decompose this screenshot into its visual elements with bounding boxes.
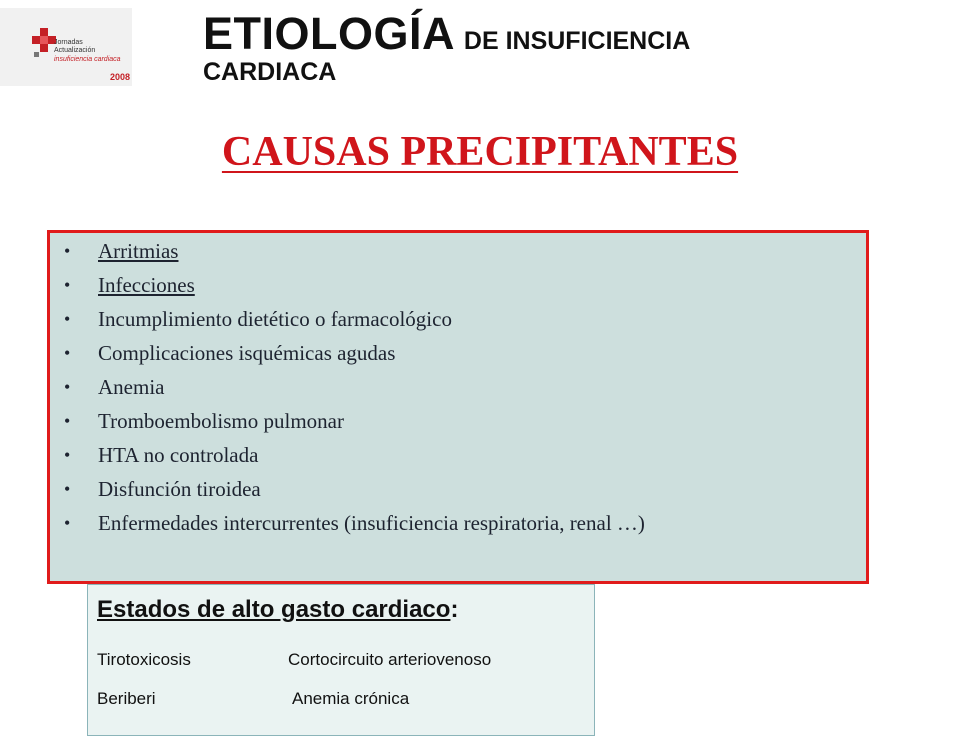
high-output-title-text: Estados de alto gasto cardiaco [97, 596, 451, 623]
list-item-text: Incumplimiento dietético o farmacológico [98, 307, 452, 331]
precipitating-causes-box [47, 230, 869, 584]
bullet-icon: • [64, 309, 71, 329]
logo-text-topic: insuficiencia cardiaca [54, 56, 121, 63]
high-output-cell: Cortocircuito arteriovenoso [288, 650, 492, 669]
list-item [58, 375, 846, 399]
causes-list [58, 239, 846, 545]
list-item-text: Disfunción tiroidea [98, 477, 261, 501]
high-output-title [97, 596, 458, 624]
high-output-states-box [87, 584, 595, 736]
title-line2: CARDIACA [203, 58, 337, 87]
list-item-text: Enfermedades intercurrentes (insuficiencia respiratoria, renal …) [98, 511, 645, 535]
bullet-icon: • [64, 343, 71, 363]
list-item-text: Anemia [98, 375, 165, 399]
bullet-icon: • [64, 275, 71, 295]
bullet-icon: • [64, 377, 71, 397]
bullet-icon: • [64, 513, 71, 533]
bullet-icon: • [64, 411, 71, 431]
bullet-icon: • [64, 479, 71, 499]
list-item [58, 443, 846, 467]
list-item-arritmias[interactable] [58, 239, 846, 263]
list-item [58, 409, 846, 433]
page-title [203, 10, 690, 86]
high-output-cell: Beriberi [97, 689, 156, 708]
logo-text-jornadas: Jornadas [54, 39, 83, 46]
bullet-icon: • [64, 445, 71, 465]
list-item-text: Tromboembolismo pulmonar [98, 409, 344, 433]
list-item-text: Infecciones [98, 273, 195, 297]
section-heading: CAUSAS PRECIPITANTES [221, 129, 739, 175]
list-item [58, 477, 846, 501]
logo-text-actualizacion: Actualización [54, 47, 96, 54]
list-item [58, 307, 846, 331]
list-item-text: Arritmias [98, 239, 179, 263]
high-output-cell: Anemia crónica [292, 689, 410, 708]
list-item [58, 511, 846, 535]
list-item-text: Complicaciones isquémicas agudas [98, 341, 396, 365]
conference-logo [0, 8, 132, 86]
title-rest: DE INSUFICIENCIA [463, 27, 691, 55]
high-output-row [97, 650, 492, 670]
list-item-infecciones[interactable] [58, 273, 846, 297]
bullet-icon: • [64, 241, 71, 261]
high-output-cell: Tirotoxicosis [97, 650, 191, 669]
high-output-title-colon: : [450, 596, 459, 623]
high-output-row [97, 689, 410, 709]
list-item-text: HTA no controlada [98, 443, 259, 467]
list-item [58, 341, 846, 365]
title-main: ETIOLOGÍA [203, 8, 455, 59]
logo-year: 2008 [110, 72, 131, 82]
logo-cross-icon [0, 8, 60, 86]
